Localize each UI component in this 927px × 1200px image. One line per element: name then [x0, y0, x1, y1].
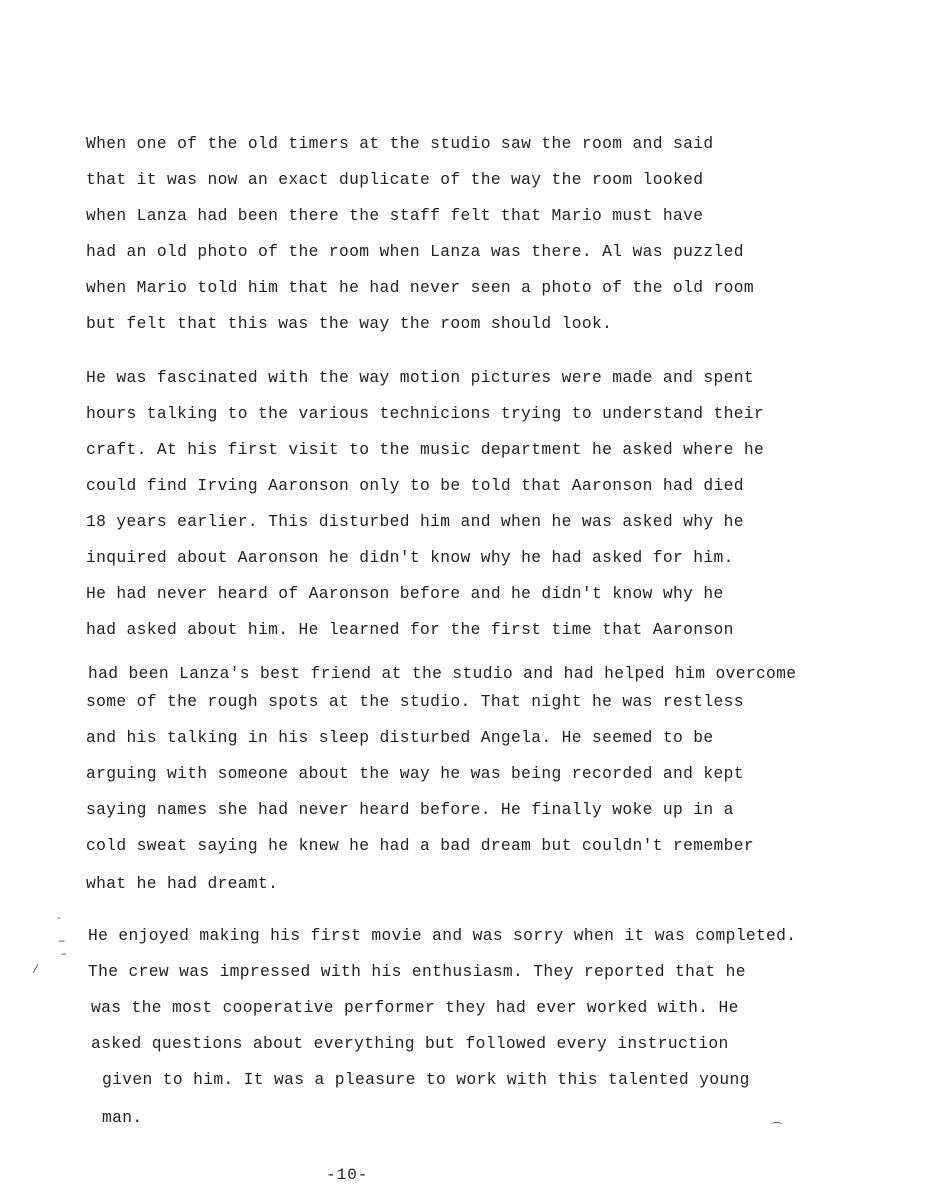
text-line: saying names she had never heard before. He finally woke up in a	[86, 800, 734, 819]
text-line: hours talking to the various technicions trying to understand their	[86, 404, 765, 423]
text-line: He enjoyed making his first movie and was sorry when it was completed.	[88, 926, 797, 945]
text-line: and his talking in his sleep disturbed Angela. He seemed to be	[86, 728, 714, 747]
text-line: could find Irving Aaronson only to be told that Aaronson had died	[86, 476, 744, 495]
text-line: given to him. It was a pleasure to work with this talented young	[102, 1070, 750, 1089]
text-line: inquired about Aaronson he didn't know why he had asked for him.	[86, 548, 734, 567]
text-line: man.	[102, 1108, 143, 1127]
text-line: had been Lanza's best friend at the studio and had helped him overcome	[88, 664, 797, 683]
text-line: He had never heard of Aaronson before and he didn't know why he	[86, 584, 724, 603]
text-line: was the most cooperative performer they had ever worked with. He	[91, 998, 739, 1017]
page-number: -10-	[326, 1166, 369, 1184]
text-line: He was fascinated with the way motion pictures were made and spent	[86, 368, 754, 387]
text-line: craft. At his first visit to the music department he asked where he	[86, 440, 765, 459]
margin-mark: ·	[56, 914, 63, 925]
corner-mark: ⁀	[772, 1123, 782, 1137]
text-line: but felt that this was the way the room should look.	[86, 314, 613, 333]
text-line: had an old photo of the room when Lanza was there. Al was puzzled	[86, 242, 744, 261]
margin-mark: ‒	[60, 947, 68, 961]
text-line: arguing with someone about the way he was being recorded and kept	[86, 764, 744, 783]
text-line: cold sweat saying he knew he had a bad dream but couldn't remember	[86, 836, 754, 855]
margin-mark: −	[58, 935, 66, 949]
text-line: had asked about him. He learned for the first time that Aaronson	[86, 620, 734, 639]
text-line: that it was now an exact duplicate of the way the room looked	[86, 170, 704, 189]
text-line: asked questions about everything but followed every instruction	[91, 1034, 729, 1053]
text-line: when Mario told him that he had never seen a photo of the old room	[86, 278, 754, 297]
text-line: 18 years earlier. This disturbed him and when he was asked why he	[86, 512, 744, 531]
margin-mark: /	[32, 963, 40, 977]
text-line: When one of the old timers at the studio saw the room and said	[86, 134, 714, 153]
text-line: when Lanza had been there the staff felt that Mario must have	[86, 206, 704, 225]
text-line: The crew was impressed with his enthusiasm. They reported that he	[88, 962, 746, 981]
text-line: some of the rough spots at the studio. That night he was restless	[86, 692, 744, 711]
text-line: what he had dreamt.	[86, 874, 279, 893]
